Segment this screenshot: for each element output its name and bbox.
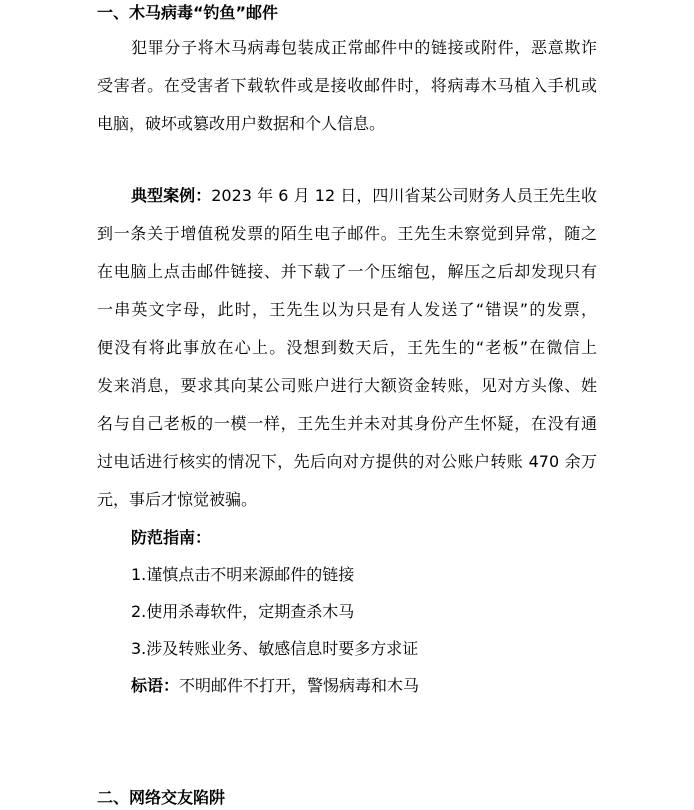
case-line-9: 元，事后才惊觉被骗。 (97, 490, 258, 509)
guide-item-2: 2.使用杀毒软件，定期查杀木马 (131, 602, 355, 621)
intro-line-1: 犯罪分子将木马病毒包装成正常邮件中的链接或附件，恶意欺诈 (131, 38, 597, 57)
case-line-6: 发来消息，要求其向某公司账户进行大额资金转账，见对方头像、姓 (97, 376, 597, 395)
section-1-heading: 一、木马病毒“钓鱼”邮件 (97, 3, 279, 22)
intro-line-2: 受害者。在受害者下载软件或是接收邮件时，将病毒木马植入手机或 (97, 76, 597, 95)
section-2-heading: 二、网络交友陷阱 (97, 788, 226, 807)
case-line-8: 过电话进行核实的情况下，先后向对方提供的对公账户转账 470 余万 (97, 452, 597, 471)
case-line-7: 名与自己老板的一模一样，王先生并未对其身份产生怀疑，在没有通 (97, 414, 597, 433)
case-line-1 (131, 184, 597, 208)
case-text-1: 2023 年 6 月 12 日，四川省某公司财务人员王先生收 (211, 186, 597, 205)
case-line-5: 便没有将此事放在心上。没想到数天后，王先生的“老板”在微信上 (97, 338, 597, 357)
guide-label: 防范指南： (131, 528, 212, 547)
slogan-label: 标语： (131, 676, 180, 695)
intro-line-3: 电脑，破坏或篡改用户数据和个人信息。 (97, 114, 386, 133)
case-label: 典型案例： (131, 186, 212, 205)
case-line-2: 到一条关于增值税发票的陌生电子邮件。王先生未察觉到异常，随之 (97, 224, 597, 243)
guide-item-1: 1.谨慎点击不明来源邮件的链接 (131, 565, 355, 584)
case-line-4: 一串英文字母，此时，王先生以为只是有人发送了“错误”的发票， (97, 300, 597, 319)
case-line-3: 在电脑上点击邮件链接、并下载了一个压缩包，解压之后却发现只有 (97, 262, 597, 281)
slogan-line (131, 674, 419, 698)
slogan-text: 不明邮件不打开，警惕病毒和木马 (179, 676, 420, 695)
guide-item-3: 3.涉及转账业务、敏感信息时要多方求证 (131, 639, 419, 658)
